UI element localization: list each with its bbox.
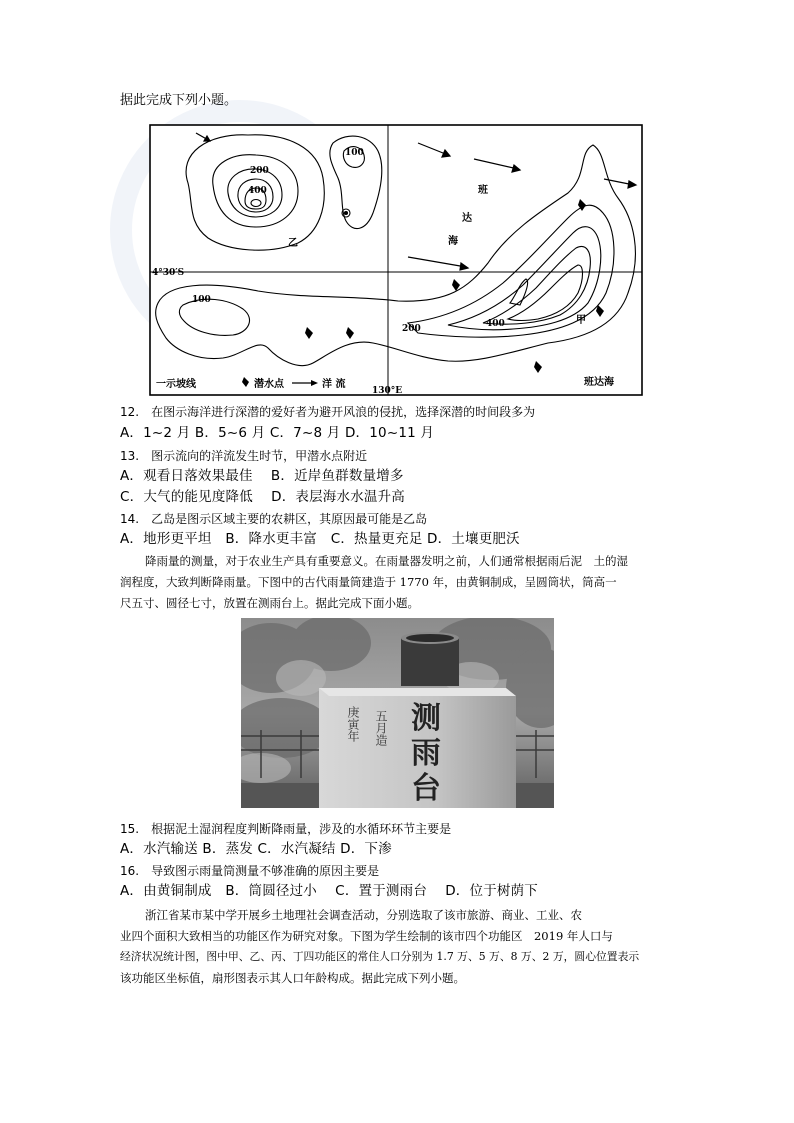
inscription-char-2: 雨 (411, 736, 441, 771)
banda-sea-map (148, 123, 644, 397)
passage2-line1: 浙江省某市某中学开展乡土地理社会调查活动，分别选取了该市旅游、商业、工业、农 (145, 908, 582, 922)
passage1-line3: 尺五寸、圆径七寸，放置在测雨台上。据此完成下面小题。 (120, 596, 419, 610)
sea-label-ban: 班 (478, 185, 488, 196)
legend-contour: 一示坡线 (156, 379, 196, 390)
contour-label-200-b: 200 (402, 324, 421, 334)
contour-label-100-b: 100 (192, 295, 211, 305)
question-12-stem: 12. 在图示海洋进行深潜的爱好者为避开风浪的侵扰，选择深潜的时间段多为 (120, 405, 536, 419)
question-16-options: A．由黄铜制成 B．筒圆径过小 C．置于测雨台 D．位于树荫下 (120, 883, 538, 899)
latitude-label: 4°30′S (152, 268, 185, 278)
legend-dive: 潜水点 (254, 379, 284, 390)
sea-label-bottom: 班达海 (584, 377, 614, 388)
contour-label-100-a: 100 (345, 148, 364, 158)
passage1-line1: 降雨量的测量，对于农业生产具有重要意义。在雨量器发明之前，人们通常根据雨后泥 土的湿 (145, 554, 628, 568)
point-jia-label: 甲 (576, 315, 586, 326)
question-14-options: A．地形更平坦 B．降水更丰富 C．热量更充足 D．土壤更肥沃 (120, 531, 520, 547)
sea-label-da: 达 (462, 213, 472, 224)
contour-label-400-a: 400 (248, 186, 267, 196)
question-15-options: A．水汽输送 B．蒸发 C．水汽凝结 D．下渗 (120, 841, 392, 857)
contour-label-200-a: 200 (250, 166, 269, 176)
passage2-line3: 经济状况统计图，图中甲、乙、丙、丁四功能区的常住人口分别为 1.7 万、5 万、8 万、2 万，圆心位置表示 (120, 950, 640, 963)
question-13-stem: 13. 图示流向的洋流发生时节，甲潜水点附近 (120, 449, 368, 463)
question-13-options-ab: A．观看日落效果最佳 B．近岸鱼群数量增多 (120, 468, 404, 484)
question-12-options: A．1~2 月 B．5~6 月 C．7~8 月 D．10~11 月 (120, 425, 435, 441)
contour-label-400-b: 400 (486, 319, 505, 329)
inscription-small-col2: 五月造 (374, 710, 388, 746)
inscription-char-1: 测 (411, 701, 441, 736)
island-yi-label: 乙 (288, 238, 298, 249)
passage2-line4: 该功能区坐标值，扇形图表示其人口年龄构成。据此完成下列小题。 (120, 971, 465, 985)
passage2-line2: 业四个面积大致相当的功能区作为研究对象。下图为学生绘制的该市四个功能区 2019 年人口与 (120, 929, 613, 943)
question-16-stem: 16. 导致图示雨量筒测量不够准确的原因主要是 (120, 864, 380, 878)
sea-label-hai: 海 (448, 236, 458, 247)
longitude-label: 130°E (372, 386, 403, 396)
question-14-stem: 14. 乙岛是图示区域主要的农耕区，其原因最可能是乙岛 (120, 512, 428, 526)
map-frame (150, 125, 642, 395)
intro-text: 据此完成下列小题。 (120, 93, 238, 108)
question-13-options-cd: C．大气的能见度降低 D．表层海水水温升高 (120, 489, 406, 505)
inscription-small-col1: 庚寅年 (346, 706, 360, 742)
question-15-stem: 15. 根据泥土湿润程度判断降雨量，涉及的水循环环节主要是 (120, 822, 452, 836)
rain-gauge-photo (241, 618, 554, 808)
passage1-line2: 润程度，大致判断降雨量。下图中的古代雨量筒建造于 1770 年，由黄铜制成，呈圆筒状，筒高一 (120, 575, 617, 589)
legend-current: 洋 流 (322, 379, 346, 390)
inscription-char-3: 台 (411, 771, 441, 806)
